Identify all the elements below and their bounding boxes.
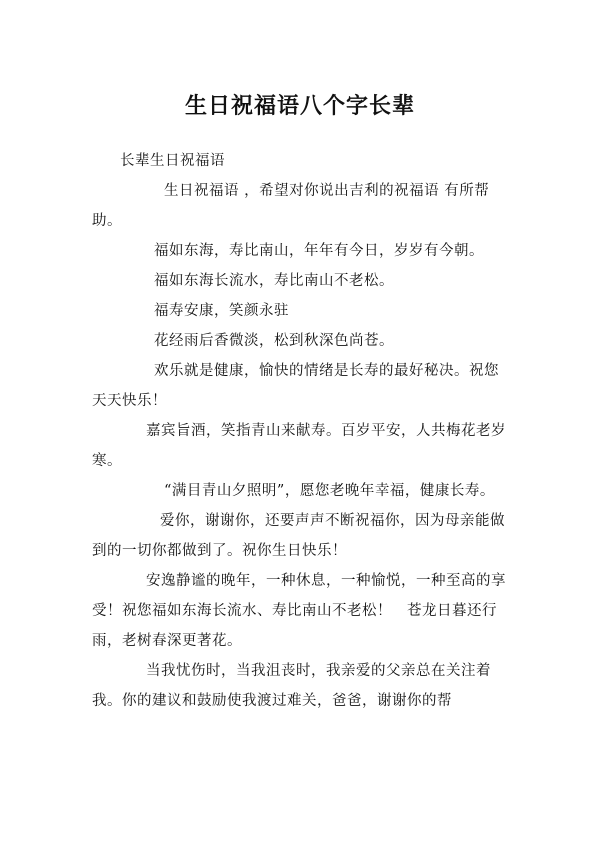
document-body	[92, 146, 512, 716]
paragraph-blessing-9: 安逸静谧的晚年，一种休息，一种愉悦，一种至高的享受！祝您福如东海长流水、寿比南山不老松！ 苍龙日暮还行雨，老树春深更著花。	[92, 573, 506, 649]
paragraph-blessing-4: 花经雨后香微淡，松到秋深色尚苍。	[154, 333, 394, 349]
paragraph-blessing-1: 福如东海，寿比南山，年年有今日，岁岁有今朝。	[154, 243, 484, 259]
document-title: 生日祝福语八个字长辈	[184, 94, 415, 119]
paragraph-blessing-6: 嘉宾旨酒，笑指青山来献寿。百岁平安，人共梅花老岁寒。	[92, 423, 506, 469]
paragraph-blessing-8: 爱你，谢谢你，还要声声不断祝福你，因为母亲能做到的一切你都做到了。祝你生日快乐！	[92, 513, 505, 559]
paragraph-intro: 生日祝福语 ，希望对你说出吉利的祝福语 有所帮助。	[92, 183, 490, 229]
paragraph-subtitle: 长辈生日祝福语	[120, 153, 225, 169]
paragraph-blessing-7: “满目青山夕照明”，愿您老晚年幸福，健康长寿。	[164, 483, 495, 499]
paragraph-blessing-2: 福如东海长流水，寿比南山不老松。	[154, 273, 394, 289]
paragraph-blessing-10: 当我忧伤时，当我沮丧时，我亲爱的父亲总在关注着我。你的建议和鼓励使我渡过难关，爸爸，谢谢你的帮	[92, 663, 491, 709]
paragraph-blessing-3: 福寿安康，笑颜永驻	[154, 303, 289, 319]
paragraph-blessing-5: 欢乐就是健康，愉快的情绪是长寿的最好秘决。祝您天天快乐！	[92, 363, 499, 409]
